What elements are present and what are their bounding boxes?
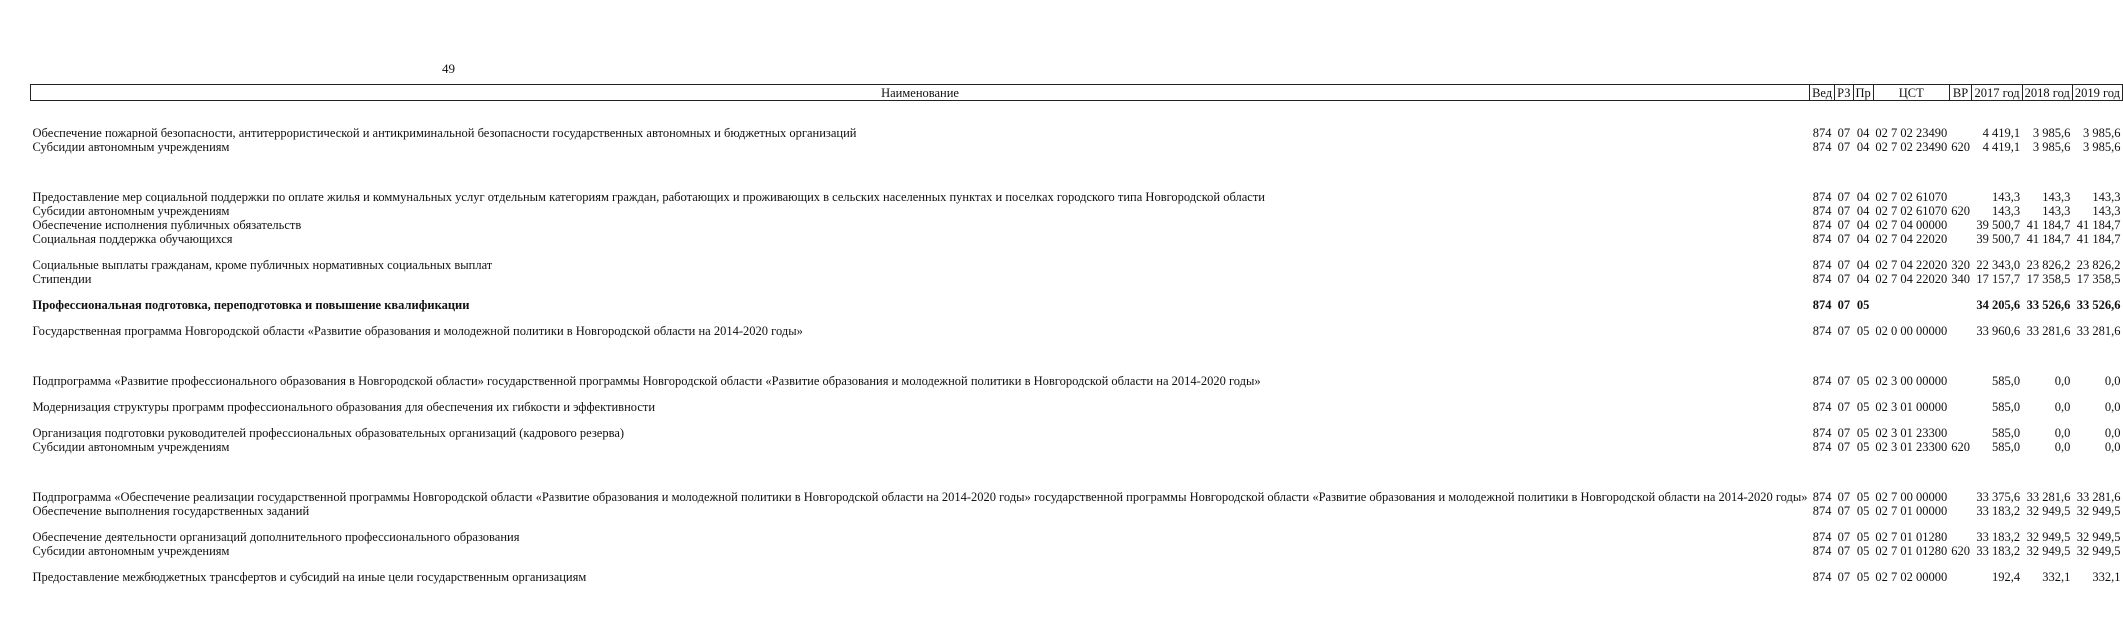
row-2018: 32 949,5 bbox=[2026, 504, 2071, 518]
row-cst: 02 7 04 22020 bbox=[1875, 272, 1948, 286]
row-pr: 04 bbox=[1856, 204, 1870, 218]
row-name: Субсидии автономным учреждениям bbox=[32, 204, 230, 218]
row-vr bbox=[1949, 217, 1972, 231]
row-pr: 04 bbox=[1856, 258, 1870, 272]
row-2018: 33 526,6 bbox=[2026, 298, 2071, 312]
col-header-ved: Вед bbox=[1810, 85, 1835, 101]
row-name: Предоставление мер социальной поддержки по оплате жилья и коммунальных услуг отдельным категориям граждан, работающих и проживающих в сельских населенных пунктах и поселках городского типа Новгородской области bbox=[32, 190, 1265, 204]
row-vr bbox=[1949, 413, 1972, 439]
row-cst: 02 7 04 00000 bbox=[1875, 218, 1948, 232]
row-2017: 17 157,7 bbox=[1976, 272, 2021, 286]
row-pr: 05 bbox=[1856, 324, 1870, 338]
col-header-2019: 2019 год bbox=[2072, 85, 2122, 101]
col-header-vr: ВР bbox=[1949, 85, 1972, 101]
row-2017: 33 960,6 bbox=[1976, 324, 2021, 338]
row-cst: 02 3 01 00000 bbox=[1875, 400, 1948, 414]
row-2018: 0,0 bbox=[2054, 400, 2071, 414]
row-2019: 0,0 bbox=[2104, 426, 2121, 440]
row-name: Социальные выплаты гражданам, кроме публичных нормативных социальных выплат bbox=[32, 258, 493, 272]
row-2017: 4 419,1 bbox=[1982, 140, 2021, 154]
row-cst: 02 0 00 00000 bbox=[1875, 324, 1948, 338]
row-2018: 41 184,7 bbox=[2026, 232, 2071, 246]
row-vr: 340 bbox=[1951, 272, 1970, 286]
table-row bbox=[31, 557, 2123, 583]
row-vr: 620 bbox=[1951, 204, 1970, 218]
row-ved: 874 bbox=[1812, 204, 1832, 218]
row-2017: 39 500,7 bbox=[1976, 232, 2021, 246]
row-name: Обеспечение выполнения государственных заданий bbox=[32, 504, 310, 518]
row-cst: 02 7 02 61070 bbox=[1875, 190, 1948, 204]
row-2019: 32 949,5 bbox=[2076, 530, 2121, 544]
row-rz: 07 bbox=[1837, 570, 1851, 584]
row-2017: 33 183,2 bbox=[1976, 504, 2021, 518]
row-name: Субсидии автономным учреждениям bbox=[32, 544, 230, 558]
row-2018: 23 826,2 bbox=[2026, 258, 2071, 272]
row-vr: 620 bbox=[1951, 440, 1970, 454]
table-row bbox=[31, 231, 2123, 245]
table-row bbox=[31, 153, 2123, 203]
row-2019: 17 358,5 bbox=[2076, 272, 2121, 286]
row-2019: 0,0 bbox=[2104, 400, 2121, 414]
table-row bbox=[31, 413, 2123, 439]
row-2019: 33 281,6 bbox=[2076, 490, 2121, 504]
row-cst bbox=[1873, 285, 1949, 311]
row-name: Субсидии автономным учреждениям bbox=[32, 440, 230, 454]
row-vr bbox=[1949, 557, 1972, 583]
col-header-name: Наименование bbox=[31, 85, 1810, 101]
col-header-2018: 2018 год bbox=[2022, 85, 2072, 101]
row-2019: 332,1 bbox=[2092, 570, 2121, 584]
row-pr: 05 bbox=[1856, 490, 1870, 504]
row-2018: 33 281,6 bbox=[2026, 324, 2071, 338]
table-row bbox=[31, 139, 2123, 153]
row-2019: 3 985,6 bbox=[2083, 126, 2121, 140]
row-vr bbox=[1949, 453, 1972, 503]
row-cst: 02 7 01 01280 bbox=[1875, 544, 1948, 558]
row-2017: 192,4 bbox=[1992, 570, 2021, 584]
table-row bbox=[31, 245, 2123, 271]
row-vr bbox=[1949, 517, 1972, 543]
table-body bbox=[31, 101, 2123, 584]
table-row bbox=[31, 503, 2123, 517]
row-name: Обеспечение деятельности организаций дополнительного профессионального образования bbox=[32, 530, 520, 544]
row-ved: 874 bbox=[1812, 530, 1832, 544]
row-rz: 07 bbox=[1837, 440, 1851, 454]
table-row bbox=[31, 101, 2123, 140]
row-vr bbox=[1949, 101, 1972, 140]
row-2017: 143,3 bbox=[1992, 204, 2021, 218]
row-2017: 34 205,6 bbox=[1976, 298, 2021, 312]
row-cst: 02 7 02 23490 bbox=[1875, 140, 1948, 154]
row-ved: 874 bbox=[1812, 504, 1832, 518]
row-2017: 585,0 bbox=[1992, 374, 2021, 388]
row-name: Модернизация структуры программ профессионального образования для обеспечения их гибкости и эффективности bbox=[32, 400, 656, 414]
row-pr: 05 bbox=[1856, 544, 1870, 558]
row-pr: 05 bbox=[1856, 400, 1870, 414]
row-cst: 02 7 02 61070 bbox=[1875, 204, 1948, 218]
budget-table bbox=[30, 84, 2123, 583]
row-cst: 02 7 00 00000 bbox=[1875, 490, 1948, 504]
row-2018: 0,0 bbox=[2054, 374, 2071, 388]
row-2019: 41 184,7 bbox=[2076, 218, 2121, 232]
row-ved: 874 bbox=[1812, 570, 1832, 584]
row-ved: 874 bbox=[1812, 400, 1832, 414]
row-rz: 07 bbox=[1837, 504, 1851, 518]
row-2018: 143,3 bbox=[2042, 190, 2071, 204]
row-2019: 41 184,7 bbox=[2076, 232, 2121, 246]
row-pr: 05 bbox=[1856, 440, 1870, 454]
row-2017: 33 375,6 bbox=[1976, 490, 2021, 504]
row-cst: 02 7 02 23490 bbox=[1875, 126, 1948, 140]
table-row bbox=[31, 285, 2123, 311]
row-rz: 07 bbox=[1837, 190, 1851, 204]
row-2019: 33 281,6 bbox=[2076, 324, 2121, 338]
col-header-cst: ЦСТ bbox=[1873, 85, 1949, 101]
col-header-2017: 2017 год bbox=[1972, 85, 2022, 101]
row-ved: 874 bbox=[1812, 258, 1832, 272]
row-2017: 4 419,1 bbox=[1982, 126, 2021, 140]
row-2018: 3 985,6 bbox=[2032, 140, 2071, 154]
row-ved: 874 bbox=[1812, 298, 1832, 312]
row-2017: 585,0 bbox=[1992, 440, 2021, 454]
row-vr bbox=[1949, 503, 1972, 517]
row-2019: 143,3 bbox=[2092, 190, 2121, 204]
table-row bbox=[31, 439, 2123, 453]
row-vr bbox=[1949, 387, 1972, 413]
table-header-row bbox=[31, 85, 2123, 101]
row-2017: 22 343,0 bbox=[1976, 258, 2021, 272]
row-ved: 874 bbox=[1812, 140, 1832, 154]
row-name: Государственная программа Новгородской области «Развитие образования и молодежной политики в Новгородской области на 2014-2020 годы» bbox=[32, 324, 803, 338]
row-2018: 332,1 bbox=[2042, 570, 2071, 584]
row-rz: 07 bbox=[1837, 126, 1851, 140]
row-2018: 33 281,6 bbox=[2026, 490, 2071, 504]
row-rz: 07 bbox=[1837, 324, 1851, 338]
row-pr: 05 bbox=[1856, 374, 1870, 388]
row-2017: 585,0 bbox=[1992, 400, 2021, 414]
row-rz: 07 bbox=[1837, 426, 1851, 440]
row-2017: 143,3 bbox=[1992, 190, 2021, 204]
row-2019: 0,0 bbox=[2104, 440, 2121, 454]
row-ved: 874 bbox=[1812, 272, 1832, 286]
row-2019: 23 826,2 bbox=[2076, 258, 2121, 272]
row-ved: 874 bbox=[1812, 190, 1832, 204]
row-name: Предоставление межбюджетных трансфертов и субсидий на иные цели государственным организациям bbox=[32, 570, 587, 584]
row-ved: 874 bbox=[1812, 218, 1832, 232]
row-pr: 05 bbox=[1856, 504, 1870, 518]
row-ved: 874 bbox=[1812, 426, 1832, 440]
row-pr: 05 bbox=[1856, 570, 1870, 584]
row-cst: 02 3 01 23300 bbox=[1875, 426, 1948, 440]
row-ved: 874 bbox=[1812, 544, 1832, 558]
row-name: Стипендии bbox=[32, 272, 92, 286]
row-ved: 874 bbox=[1812, 374, 1832, 388]
row-ved: 874 bbox=[1812, 324, 1832, 338]
row-cst: 02 7 04 22020 bbox=[1875, 258, 1948, 272]
row-pr: 05 bbox=[1856, 298, 1870, 312]
table-row bbox=[31, 453, 2123, 503]
row-rz: 07 bbox=[1837, 530, 1851, 544]
row-name: Обеспечение исполнения публичных обязательств bbox=[32, 218, 302, 232]
row-2019: 33 526,6 bbox=[2076, 298, 2121, 312]
row-2019: 0,0 bbox=[2104, 374, 2121, 388]
row-2017: 33 183,2 bbox=[1976, 530, 2021, 544]
row-2019: 3 985,6 bbox=[2083, 140, 2121, 154]
row-vr bbox=[1949, 285, 1972, 311]
row-ved: 874 bbox=[1812, 126, 1832, 140]
row-2017: 39 500,7 bbox=[1976, 218, 2021, 232]
row-rz: 07 bbox=[1837, 544, 1851, 558]
page-number: 49 bbox=[442, 61, 455, 76]
row-rz: 07 bbox=[1837, 490, 1851, 504]
row-name: Профессиональная подготовка, переподготовка и повышение квалификации bbox=[32, 298, 470, 312]
row-rz: 07 bbox=[1837, 232, 1851, 246]
row-rz: 07 bbox=[1837, 218, 1851, 232]
row-2019: 143,3 bbox=[2092, 204, 2121, 218]
row-vr: 620 bbox=[1951, 544, 1970, 558]
row-cst: 02 7 01 00000 bbox=[1875, 504, 1948, 518]
row-cst: 02 7 04 22020 bbox=[1875, 232, 1948, 246]
row-2018: 32 949,5 bbox=[2026, 544, 2071, 558]
row-name: Организация подготовки руководителей профессиональных образовательных организаций (кадрового резерва) bbox=[32, 426, 625, 440]
row-vr bbox=[1949, 311, 1972, 337]
table-row bbox=[31, 543, 2123, 557]
table-row bbox=[31, 217, 2123, 231]
table-row bbox=[31, 203, 2123, 217]
row-vr bbox=[1949, 153, 1972, 203]
row-pr: 04 bbox=[1856, 218, 1870, 232]
row-rz: 07 bbox=[1837, 374, 1851, 388]
row-pr: 04 bbox=[1856, 272, 1870, 286]
row-ved: 874 bbox=[1812, 232, 1832, 246]
row-2018: 0,0 bbox=[2054, 426, 2071, 440]
row-2019: 32 949,5 bbox=[2076, 544, 2121, 558]
row-2018: 41 184,7 bbox=[2026, 218, 2071, 232]
row-rz: 07 bbox=[1837, 298, 1851, 312]
table-row bbox=[31, 311, 2123, 337]
row-name: Подпрограмма «Обеспечение реализации государственной программы Новгородской области «Развитие образования и молодежной политики в Новгородской области на 2014-2020 годы» государственной программы Новгородской области «Развитие образования и молодежной политики в Новгородской области на 2014-2020 годы» bbox=[32, 490, 1808, 504]
row-vr bbox=[1949, 337, 1972, 387]
table-row bbox=[31, 271, 2123, 285]
row-ved: 874 bbox=[1812, 440, 1832, 454]
row-name: Подпрограмма «Развитие профессионального образования в Новгородской области» государственной программы Новгородской области «Развитие образования и молодежной политики в Новгородской области на 2014-2020 годы» bbox=[32, 374, 1261, 388]
row-2018: 32 949,5 bbox=[2026, 530, 2071, 544]
row-pr: 04 bbox=[1856, 126, 1870, 140]
row-name: Социальная поддержка обучающихся bbox=[32, 232, 233, 246]
table-row bbox=[31, 387, 2123, 413]
row-vr: 620 bbox=[1951, 140, 1970, 154]
col-header-pr: Пр bbox=[1853, 85, 1873, 101]
row-name: Субсидии автономным учреждениям bbox=[32, 140, 230, 154]
row-cst: 02 7 02 00000 bbox=[1875, 570, 1948, 584]
row-cst: 02 3 01 23300 bbox=[1875, 440, 1948, 454]
row-pr: 04 bbox=[1856, 232, 1870, 246]
row-2017: 33 183,2 bbox=[1976, 544, 2021, 558]
row-2019: 32 949,5 bbox=[2076, 504, 2121, 518]
row-pr: 05 bbox=[1856, 530, 1870, 544]
row-pr: 05 bbox=[1856, 426, 1870, 440]
col-header-rz: РЗ bbox=[1835, 85, 1853, 101]
row-2018: 0,0 bbox=[2054, 440, 2071, 454]
table-row bbox=[31, 337, 2123, 387]
row-2018: 143,3 bbox=[2042, 204, 2071, 218]
row-pr: 04 bbox=[1856, 140, 1870, 154]
row-cst: 02 7 01 01280 bbox=[1875, 530, 1948, 544]
row-2018: 17 358,5 bbox=[2026, 272, 2071, 286]
row-rz: 07 bbox=[1837, 400, 1851, 414]
row-vr bbox=[1949, 231, 1972, 245]
row-pr: 04 bbox=[1856, 190, 1870, 204]
row-ved: 874 bbox=[1812, 490, 1832, 504]
row-rz: 07 bbox=[1837, 204, 1851, 218]
table-row bbox=[31, 517, 2123, 543]
row-rz: 07 bbox=[1837, 272, 1851, 286]
row-2017: 585,0 bbox=[1992, 426, 2021, 440]
row-rz: 07 bbox=[1837, 258, 1851, 272]
row-2018: 3 985,6 bbox=[2032, 126, 2071, 140]
row-name: Обеспечение пожарной безопасности, антитеррористической и антикриминальной безопасности государственных автономных и бюджетных организаций bbox=[32, 126, 857, 140]
row-cst: 02 3 00 00000 bbox=[1875, 374, 1948, 388]
row-vr: 320 bbox=[1951, 258, 1970, 272]
row-rz: 07 bbox=[1837, 140, 1851, 154]
